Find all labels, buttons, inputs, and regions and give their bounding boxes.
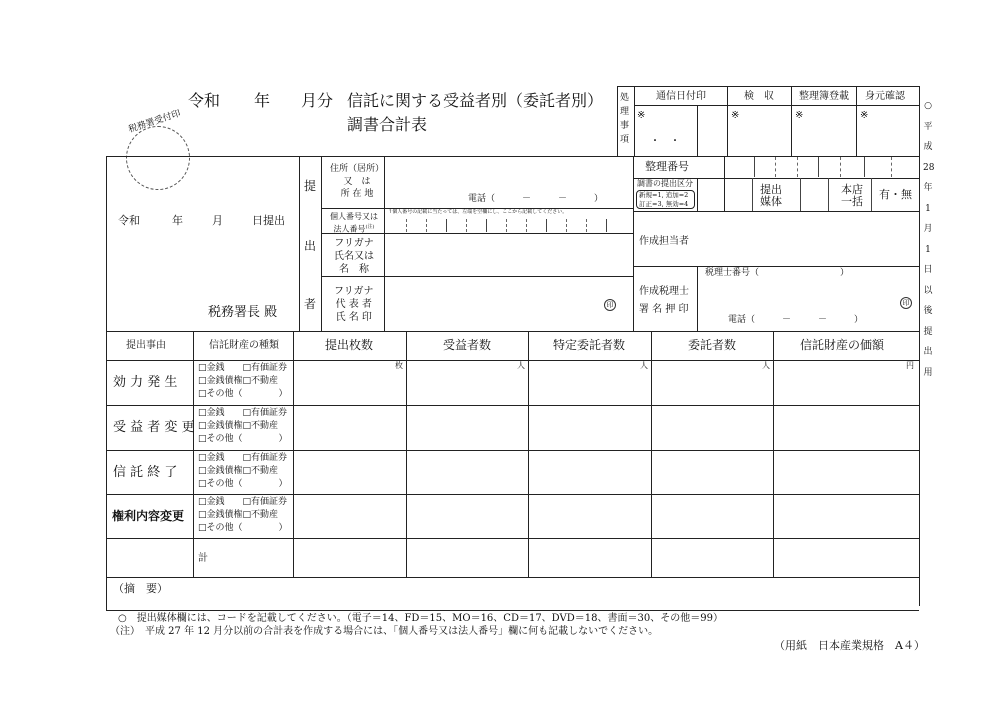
remarks-label: （摘 要） [113, 582, 168, 595]
unit-sheets: 枚 [395, 361, 403, 370]
row-reason-rights-change: 権利内容変更 [112, 509, 185, 523]
side-note: ○ 平 成 28 年 1 月 1 日 以 後 提 出 用 [923, 101, 935, 378]
col-header-count: 提出枚数 [325, 338, 374, 352]
unit-yen: 円 [906, 361, 914, 370]
name-input[interactable] [385, 234, 632, 275]
submitter-phone: 電話（ － － ） [468, 194, 604, 204]
representative-input[interactable] [385, 277, 632, 330]
reception-stamp-label: 税務署受付印 [127, 108, 182, 136]
total-label: 計 [198, 553, 208, 564]
zeirishi-label: 作成税理士 署 名 押 印 [639, 286, 689, 315]
date-month: 月 [212, 214, 223, 227]
yumu-option[interactable]: 有・無 [879, 188, 912, 201]
reception-stamp-circle [126, 126, 190, 190]
footnote-media: ○ 提出媒体欄には、コードを記載してください。（電子＝14、FD＝15、MO＝16、CD＝17、DVD＝18、書面＝30、その他＝99） [118, 613, 723, 624]
unit-persons-3: 人 [762, 361, 770, 370]
submitter-char-3: 者 [304, 297, 317, 311]
name-label: フリガナ 氏名又は 名 称 [334, 238, 374, 275]
header-date-stamp: 通信日付印 [656, 91, 706, 102]
paper-spec: （用紙 日本産業規格 A４） [774, 639, 925, 652]
header-identity: 身元確認 [865, 91, 905, 102]
zeirishi-seal: 印 [900, 297, 912, 309]
unit-persons-2: 人 [640, 361, 648, 370]
kubun-codes: 新規=1, 追加=2 訂正=3, 無効=4 [639, 191, 689, 208]
submitter-seal: 印 [604, 299, 616, 311]
col-header-beneficiaries: 受益者数 [443, 338, 492, 352]
title-year: 年 [254, 91, 271, 110]
date-year: 年 [172, 214, 183, 227]
mark-4: ※ [860, 110, 869, 121]
col-header-property: 信託財産の種類 [209, 340, 279, 351]
teishutsu-baitai-input[interactable] [801, 179, 827, 210]
header-register: 整理簿登載 [799, 91, 849, 102]
row-reason-effect: 効 力 発 生 [113, 375, 178, 390]
kubun-title: 調書の提出区分 [637, 179, 693, 188]
title-era: 令和 [188, 91, 221, 110]
title-main: 信託に関する受益者別（委託者別） [347, 91, 604, 110]
remarks-input[interactable] [107, 597, 918, 609]
teishutsu-baitai-label: 提出 媒体 [760, 183, 782, 208]
col-header-specific-settlors: 特定委託者数 [553, 338, 626, 352]
zeirishi-number: 税理士番号（ ） [705, 268, 850, 278]
submitter-char-2: 出 [304, 239, 317, 253]
zeirishi-phone: 電話（ － － ） [728, 315, 864, 325]
header-inspection: 検 収 [744, 91, 774, 102]
col-header-settlors: 委託者数 [688, 338, 737, 352]
col-header-value: 信託財産の価額 [800, 338, 885, 352]
mark-3: ※ [795, 110, 804, 121]
unit-persons-1: 人 [517, 361, 525, 370]
title-sub: 調書合計表 [347, 115, 428, 134]
tanto-label: 作成担当者 [639, 236, 689, 247]
office-use-label: 処 理 事 項 [620, 93, 630, 145]
address-label: 住所（居所） 又 は 所 在 地 [330, 164, 385, 199]
tanto-input[interactable] [698, 212, 918, 265]
mark-2: ※ [731, 110, 740, 121]
col-header-reason: 提出事由 [126, 340, 166, 351]
id-number-label: 個人番号又は 法人番号$^{(注)}$ [330, 212, 378, 234]
row-reason-beneficiary-change: 受 益 者 変 更 [113, 420, 195, 435]
mark-1: ※ [637, 110, 646, 121]
id-number-note: ↑個人番号の記載に当たっては、左端を空欄にし、ここから記載してください。 [388, 209, 568, 215]
row-reason-trust-end: 信 託 終 了 [113, 465, 178, 480]
row2-property-options[interactable]: □金銭 □有価証券 □金銭債権□不動産 □その他（ ） [198, 408, 288, 444]
date-dots: ・ ・ [650, 136, 680, 147]
seiri-bango-input[interactable] [698, 157, 918, 177]
id-number-input[interactable] [386, 218, 632, 232]
submitter-char-1: 提 [304, 179, 317, 193]
seiri-bango-label: 整理番号 [645, 160, 689, 173]
honten-ikkatsu-label: 本店 一括 [841, 183, 863, 208]
representative-label: フリガナ 代 表 者 氏 名 印 [334, 286, 374, 323]
date-submit: 日提出 [252, 214, 285, 227]
row3-property-options[interactable]: □金銭 □有価証券 □金銭債権□不動産 □その他（ ） [198, 453, 288, 489]
footnote-note: （注） 平成 27 年 12 月分以前の合計表を作成する場合には、「個人番号又は法人番号」欄に何も記載しないでください。 [110, 626, 659, 637]
addressee: 税務署長 殿 [208, 305, 278, 320]
date-era: 令和 [118, 214, 140, 227]
row1-property-options[interactable]: □金銭 □有価証券 □金銭債権□不動産 □その他（ ） [198, 363, 288, 399]
row4-property-options[interactable]: □金銭 □有価証券 □金銭債権□不動産 □その他（ ） [198, 497, 288, 533]
title-month: 月分 [301, 91, 334, 110]
